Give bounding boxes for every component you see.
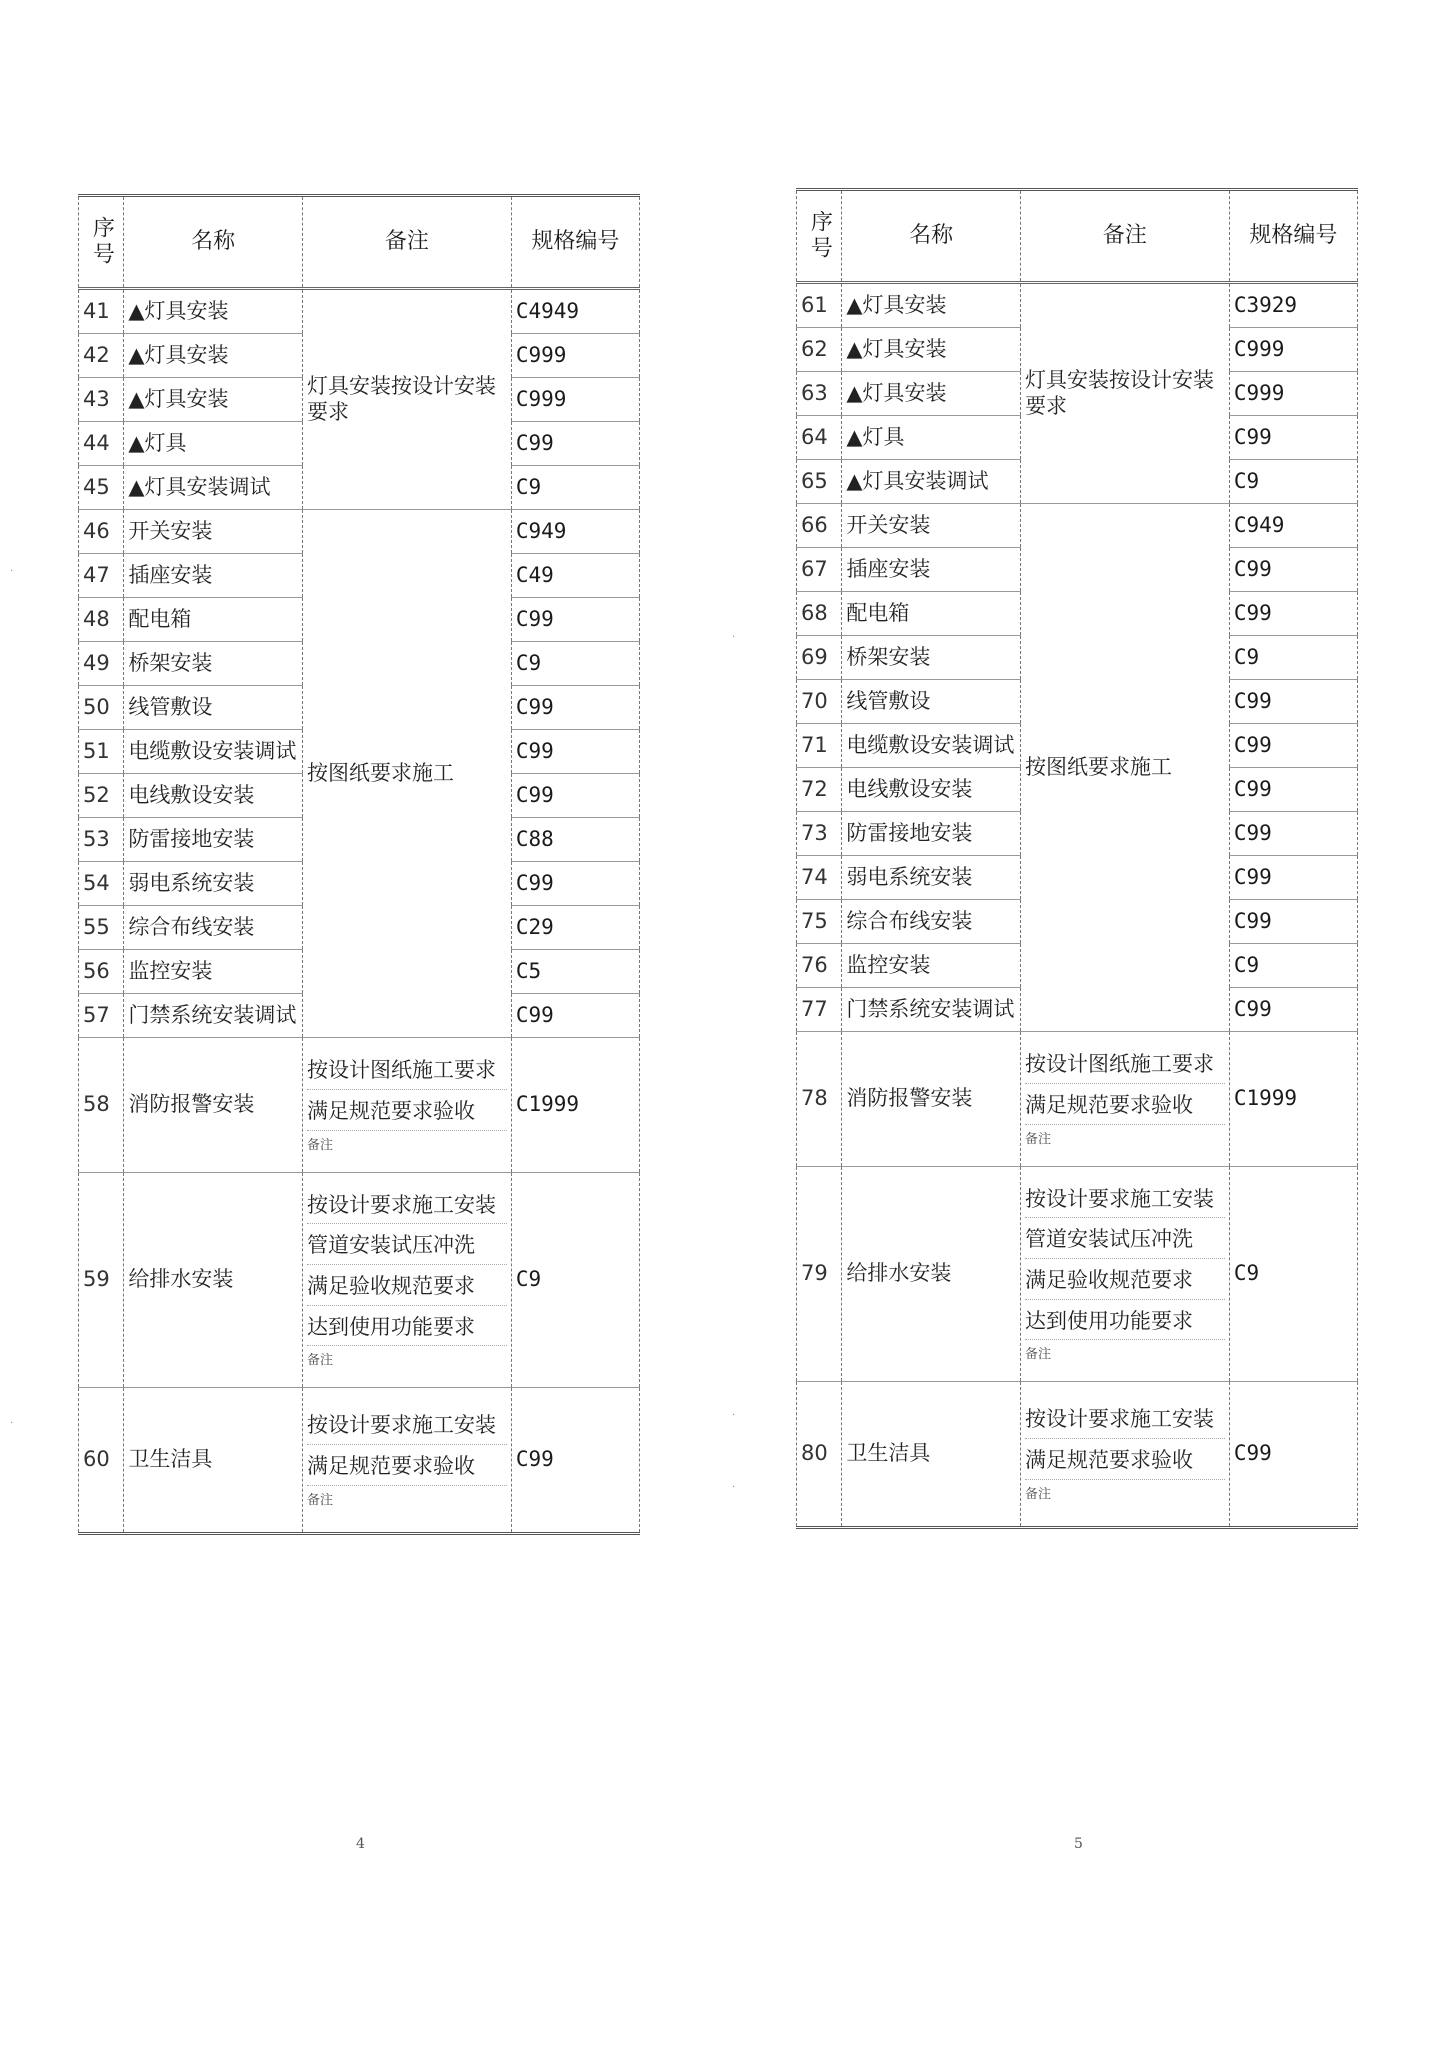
cell-code: C99	[511, 730, 639, 774]
cell-code: C99	[511, 422, 639, 466]
desc-line: 满足规范要求验收	[1025, 1088, 1225, 1125]
cell-name: 弱电系统安装	[842, 856, 1021, 900]
cell-name: 线管敷设	[124, 686, 303, 730]
cell-code: C99	[1229, 900, 1357, 944]
cell-name: ▲灯具	[124, 422, 303, 466]
cell-no: 57	[79, 994, 124, 1038]
header-code: 规格编号	[1229, 190, 1357, 283]
table-row	[79, 1173, 640, 1388]
cell-no: 68	[797, 592, 842, 636]
cell-name: 监控安装	[124, 950, 303, 994]
cell-code: C99	[1229, 1382, 1357, 1528]
cell-no: 77	[797, 988, 842, 1032]
cell-no: 55	[79, 906, 124, 950]
header-name: 名称	[124, 196, 303, 289]
cell-code: C1999	[511, 1038, 639, 1173]
cell-code: C99	[511, 686, 639, 730]
cell-code: C999	[1229, 328, 1357, 372]
cell-name: 综合布线安装	[124, 906, 303, 950]
cell-desc: 按图纸要求施工	[1020, 504, 1229, 1032]
cell-name: 防雷接地安装	[124, 818, 303, 862]
scan-speck: ·	[732, 632, 736, 643]
cell-code: C9	[1229, 636, 1357, 680]
cell-code: C99	[1229, 768, 1357, 812]
table-header-row	[79, 196, 640, 289]
cell-name: 弱电系统安装	[124, 862, 303, 906]
table-row	[79, 1038, 640, 1173]
cell-no: 79	[797, 1167, 842, 1382]
desc-line: 满足规范要求验收	[307, 1449, 507, 1486]
cell-name: ▲灯具安装	[124, 289, 303, 334]
cell-no: 66	[797, 504, 842, 548]
cell-no: 49	[79, 642, 124, 686]
desc-note: 备注	[306, 1137, 333, 1153]
cell-code: C949	[1229, 504, 1357, 548]
cell-no: 64	[797, 416, 842, 460]
desc-note: 备注	[1024, 1131, 1051, 1147]
cell-code: C9	[511, 1173, 639, 1388]
cell-code: C999	[511, 378, 639, 422]
desc-line: 按设计图纸施工要求	[1025, 1047, 1225, 1084]
cell-name: ▲灯具安装调试	[842, 460, 1021, 504]
cell-code: C4949	[511, 289, 639, 334]
cell-no: 52	[79, 774, 124, 818]
header-name: 名称	[842, 190, 1021, 283]
table-header-row	[797, 190, 1358, 283]
desc-line: 按设计要求施工安装	[307, 1188, 507, 1225]
desc-line: 管道安装试压冲洗	[307, 1228, 507, 1265]
cell-code: C99	[1229, 724, 1357, 768]
cell-no: 43	[79, 378, 124, 422]
cell-desc	[1020, 1032, 1229, 1167]
cell-name: 卫生洁具	[124, 1388, 303, 1534]
cell-no: 74	[797, 856, 842, 900]
cell-name: 门禁系统安装调试	[124, 994, 303, 1038]
cell-code: C88	[511, 818, 639, 862]
desc-line: 满足规范要求验收	[1025, 1443, 1225, 1480]
header-desc: 备注	[1020, 190, 1229, 283]
desc-note: 备注	[306, 1492, 333, 1508]
desc-line: 满足规范要求验收	[307, 1094, 507, 1131]
cell-code: C999	[511, 334, 639, 378]
cell-no: 65	[797, 460, 842, 504]
cell-no: 60	[79, 1388, 124, 1534]
cell-name: 电缆敷设安装调试	[842, 724, 1021, 768]
cell-code: C99	[1229, 812, 1357, 856]
desc-line: 管道安装试压冲洗	[1025, 1222, 1225, 1259]
cell-code: C29	[511, 906, 639, 950]
cell-no: 69	[797, 636, 842, 680]
cell-name: 桥架安装	[124, 642, 303, 686]
cell-desc	[1020, 1167, 1229, 1382]
cell-code: C949	[511, 510, 639, 554]
cell-code: C99	[1229, 856, 1357, 900]
cell-code: C999	[1229, 372, 1357, 416]
cell-desc: 按图纸要求施工	[302, 510, 511, 1038]
desc-line: 达到使用功能要求	[307, 1310, 507, 1347]
cell-name: 电线敷设安装	[842, 768, 1021, 812]
cell-name: 开关安装	[124, 510, 303, 554]
cell-no: 61	[797, 283, 842, 328]
cell-code: C99	[511, 598, 639, 642]
desc-line: 按设计图纸施工要求	[307, 1053, 507, 1090]
header-no: 序号	[797, 190, 842, 283]
cell-name: 监控安装	[842, 944, 1021, 988]
cell-name: 消防报警安装	[124, 1038, 303, 1173]
cell-desc	[302, 1173, 511, 1388]
page-number: 5	[1074, 1836, 1083, 1852]
cell-no: 72	[797, 768, 842, 812]
cell-code: C9	[1229, 460, 1357, 504]
cell-name: 插座安装	[124, 554, 303, 598]
cell-no: 42	[79, 334, 124, 378]
desc-line: 达到使用功能要求	[1025, 1304, 1225, 1341]
table-row	[79, 510, 640, 554]
cell-name: 配电箱	[124, 598, 303, 642]
cell-desc: 灯具安装按设计安装要求	[302, 289, 511, 510]
cell-code: C5	[511, 950, 639, 994]
cell-no: 59	[79, 1173, 124, 1388]
cell-name: 防雷接地安装	[842, 812, 1021, 856]
cell-no: 70	[797, 680, 842, 724]
cell-no: 71	[797, 724, 842, 768]
cell-code: C49	[511, 554, 639, 598]
cell-no: 62	[797, 328, 842, 372]
left-table	[78, 194, 640, 1535]
right-page	[720, 0, 1440, 2048]
cell-name: 电缆敷设安装调试	[124, 730, 303, 774]
desc-line: 满足验收规范要求	[1025, 1263, 1225, 1300]
table-row	[797, 1382, 1358, 1528]
header-code: 规格编号	[511, 196, 639, 289]
cell-code: C9	[1229, 1167, 1357, 1382]
cell-name: ▲灯具安装	[842, 372, 1021, 416]
page-number: 4	[356, 1836, 365, 1852]
cell-code: C99	[511, 994, 639, 1038]
cell-name: 线管敷设	[842, 680, 1021, 724]
cell-no: 56	[79, 950, 124, 994]
cell-no: 46	[79, 510, 124, 554]
cell-no: 53	[79, 818, 124, 862]
cell-code: C99	[1229, 416, 1357, 460]
cell-code: C99	[1229, 988, 1357, 1032]
table-row	[79, 1388, 640, 1534]
cell-name: 插座安装	[842, 548, 1021, 592]
cell-name: ▲灯具安装	[842, 283, 1021, 328]
desc-note: 备注	[1024, 1347, 1051, 1363]
cell-code: C9	[511, 466, 639, 510]
desc-line: 按设计要求施工安装	[307, 1408, 507, 1445]
scan-speck: ·	[10, 566, 14, 577]
cell-name: ▲灯具安装	[124, 378, 303, 422]
cell-name: 综合布线安装	[842, 900, 1021, 944]
cell-no: 48	[79, 598, 124, 642]
cell-name: ▲灯具	[842, 416, 1021, 460]
cell-name: 开关安装	[842, 504, 1021, 548]
cell-name: ▲灯具安装	[842, 328, 1021, 372]
cell-no: 58	[79, 1038, 124, 1173]
cell-no: 75	[797, 900, 842, 944]
cell-name: 桥架安装	[842, 636, 1021, 680]
header-no: 序号	[79, 196, 124, 289]
cell-no: 80	[797, 1382, 842, 1528]
cell-desc: 灯具安装按设计安装要求	[1020, 283, 1229, 504]
scan-speck: ·	[732, 1482, 736, 1493]
desc-line: 按设计要求施工安装	[1025, 1182, 1225, 1219]
cell-desc	[302, 1388, 511, 1534]
cell-no: 47	[79, 554, 124, 598]
cell-code: C99	[1229, 680, 1357, 724]
desc-line: 满足验收规范要求	[307, 1269, 507, 1306]
cell-no: 54	[79, 862, 124, 906]
cell-code: C1999	[1229, 1032, 1357, 1167]
scan-speck: ·	[732, 1410, 736, 1421]
cell-no: 41	[79, 289, 124, 334]
table-row	[797, 504, 1358, 548]
cell-code: C9	[511, 642, 639, 686]
cell-name: 电线敷设安装	[124, 774, 303, 818]
cell-no: 44	[79, 422, 124, 466]
cell-name: 门禁系统安装调试	[842, 988, 1021, 1032]
right-table	[796, 188, 1358, 1529]
cell-no: 73	[797, 812, 842, 856]
cell-name: 给排水安装	[124, 1173, 303, 1388]
desc-line: 按设计要求施工安装	[1025, 1402, 1225, 1439]
cell-name: ▲灯具安装调试	[124, 466, 303, 510]
cell-no: 45	[79, 466, 124, 510]
cell-no: 78	[797, 1032, 842, 1167]
table-row	[797, 1167, 1358, 1382]
cell-no: 76	[797, 944, 842, 988]
cell-no: 67	[797, 548, 842, 592]
cell-name: 给排水安装	[842, 1167, 1021, 1382]
cell-no: 51	[79, 730, 124, 774]
cell-desc	[1020, 1382, 1229, 1528]
cell-name: 卫生洁具	[842, 1382, 1021, 1528]
desc-note: 备注	[1024, 1486, 1051, 1502]
cell-code: C99	[511, 774, 639, 818]
cell-name: ▲灯具安装	[124, 334, 303, 378]
cell-no: 50	[79, 686, 124, 730]
cell-code: C99	[1229, 548, 1357, 592]
cell-code: C3929	[1229, 283, 1357, 328]
cell-code: C99	[1229, 592, 1357, 636]
desc-note: 备注	[306, 1353, 333, 1369]
cell-name: 配电箱	[842, 592, 1021, 636]
scan-speck: ·	[10, 1418, 14, 1429]
table-row	[79, 289, 640, 334]
cell-no: 63	[797, 372, 842, 416]
table-row	[797, 1032, 1358, 1167]
cell-desc	[302, 1038, 511, 1173]
cell-code: C99	[511, 862, 639, 906]
cell-name: 消防报警安装	[842, 1032, 1021, 1167]
cell-code: C99	[511, 1388, 639, 1534]
cell-code: C9	[1229, 944, 1357, 988]
table-row	[797, 283, 1358, 328]
header-desc: 备注	[302, 196, 511, 289]
